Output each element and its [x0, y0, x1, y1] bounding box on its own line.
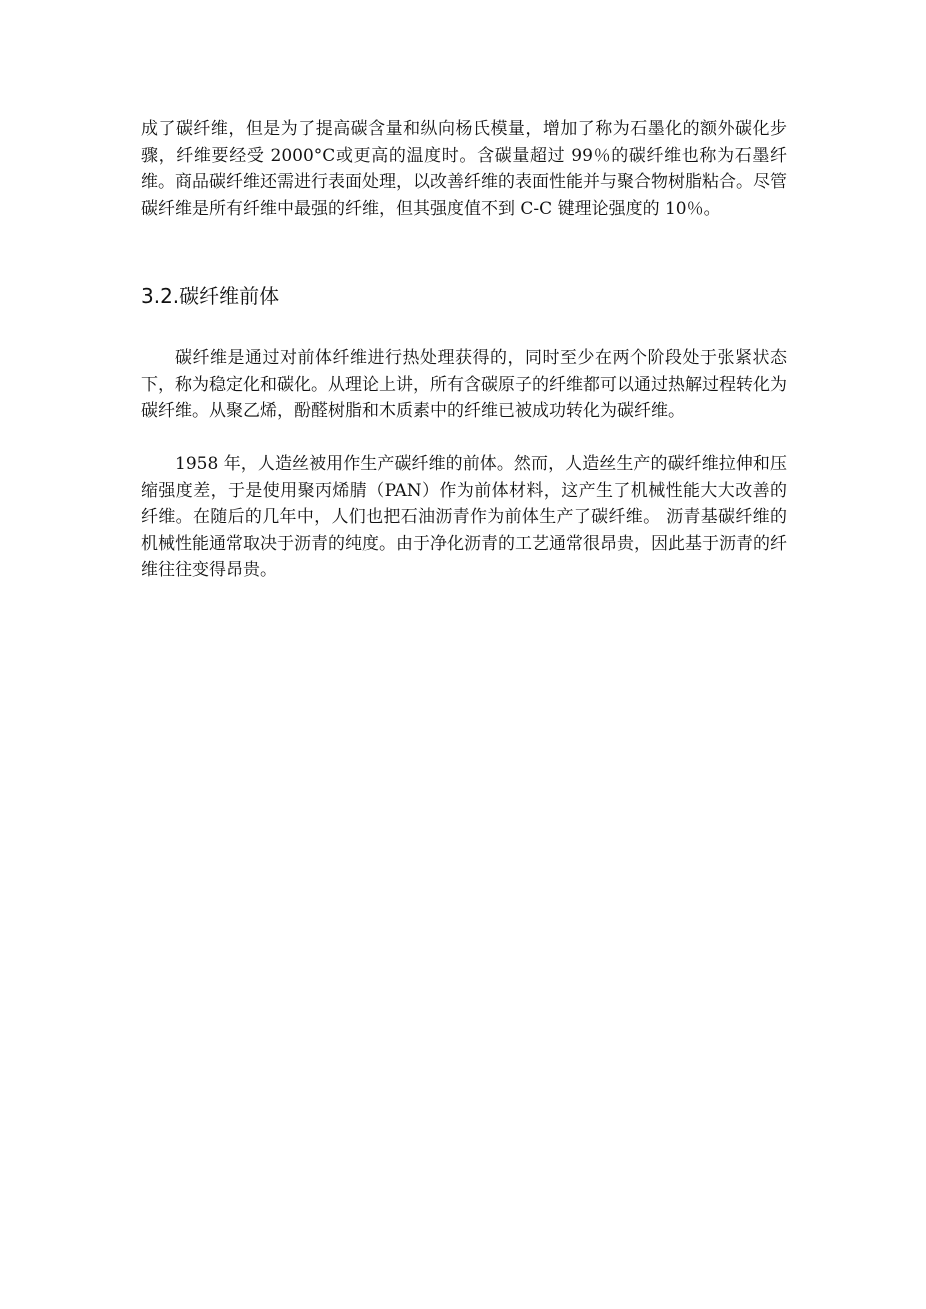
section-heading: 3.2.碳纤维前体	[141, 284, 280, 308]
paragraph-rayon-pan-pitch: 1958 年，人造丝被用作生产碳纤维的前体。然而，人造丝生产的碳纤维拉伸和压缩强度差，于是使用聚丙烯腈（PAN）作为前体材料，这产生了机械性能大大改善的纤维。在随后的几年中，人们也把石油沥青作为前体生产了碳纤维。 沥青基碳纤维的机械性能通常取决于沥青的纯度。由于净化沥青的工艺通常很昂贵，因此基于沥青的纤维往往变得昂贵。	[141, 454, 787, 580]
paragraph-precursor-heat-treatment: 碳纤维是通过对前体纤维进行热处理获得的，同时至少在两个阶段处于张紧状态下，称为稳定化和碳化。从理论上讲，所有含碳原子的纤维都可以通过热解过程转化为碳纤维。从聚乙烯，酚醛树脂和木质素中的纤维已被成功转化为碳纤维。	[141, 348, 787, 421]
paragraph-graphitization: 成了碳纤维，但是为了提高碳含量和纵向杨氏模量，增加了称为石墨化的额外碳化步骤，纤维要经受 2000°C或更高的温度时。含碳量超过 99％的碳纤维也称为石墨纤维。商品碳纤维还需进行表面处理，以改善纤维的表面性能并与聚合物树脂粘合。尽管碳纤维是所有纤维中最强的纤维，但其强度值不到 C-C 键理论强度的 10％。	[141, 119, 787, 219]
